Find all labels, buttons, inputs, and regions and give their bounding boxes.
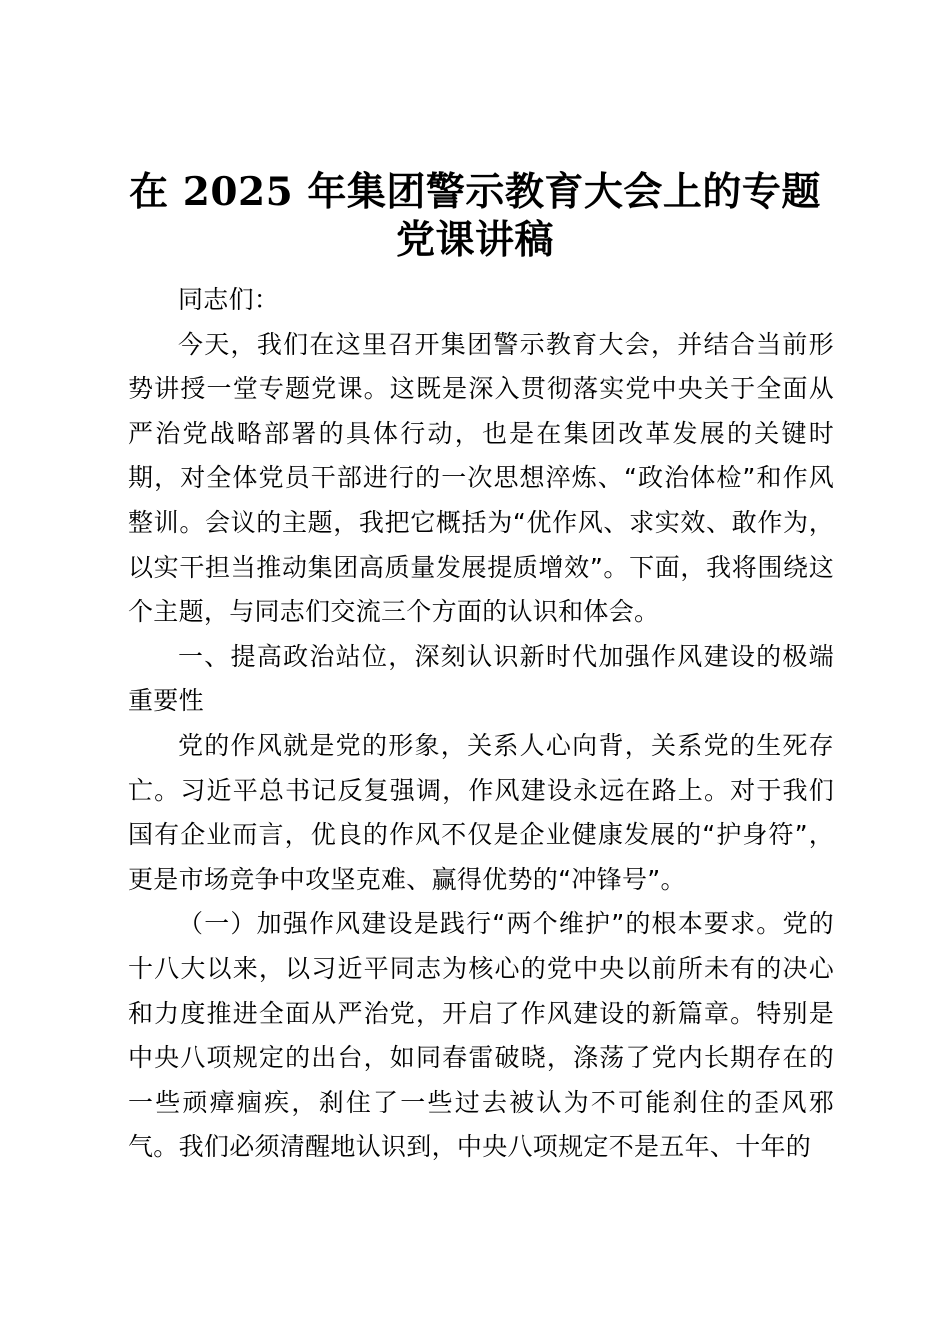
section-heading-1: 一、提高政治站位，深刻认识新时代加强作风建设的极端重要性 bbox=[128, 641, 834, 716]
document-title bbox=[120, 168, 830, 264]
document-title-line-1: 在 2025 年集团警示教育大会上的专题 bbox=[129, 169, 821, 215]
salutation-paragraph: 同志们： bbox=[178, 285, 280, 314]
subsection-paragraph-1: （一）加强作风建设是践行“两个维护”的根本要求。党的十八大以来，以习近平同志为核心的党中央以前所未有的决心和力度推进全面从严治党，开启了作风建设的新篇章。特别是中央八项规定的出台，如同春雷破晓，涤荡了党内长期存在的一些顽瘴痼疾，刹住了一些过去被认为不可能刹住的歪风邪气。我们必须清醒地认识到，中央八项规定不是五年、十年的 bbox=[128, 909, 834, 1162]
document-body bbox=[128, 278, 834, 1170]
intro-paragraph: 今天，我们在这里召开集团警示教育大会，并结合当前形势讲授一堂专题党课。这既是深入贯彻落实党中央关于全面从严治党战略部署的具体行动，也是在集团改革发展的关键时期，对全体党员干部进行的一次思想淬炼、“政治体检”和作风整训。会议的主题，我把它概括为“优作风、求实效、敢作为，以实干担当推动集团高质量发展提质增效”。下面，我将围绕这个主题，与同志们交流三个方面的认识和体会。 bbox=[128, 329, 834, 627]
body-paragraph: 党的作风就是党的形象，关系人心向背，关系党的生死存亡。习近平总书记反复强调，作风建设永远在路上。对于我们国有企业而言，优良的作风不仅是企业健康发展的“护身符”，更是市场竞争中攻坚克难、赢得优势的“冲锋号”。 bbox=[128, 730, 834, 894]
document-title-line-2: 党课讲稿 bbox=[395, 217, 554, 263]
